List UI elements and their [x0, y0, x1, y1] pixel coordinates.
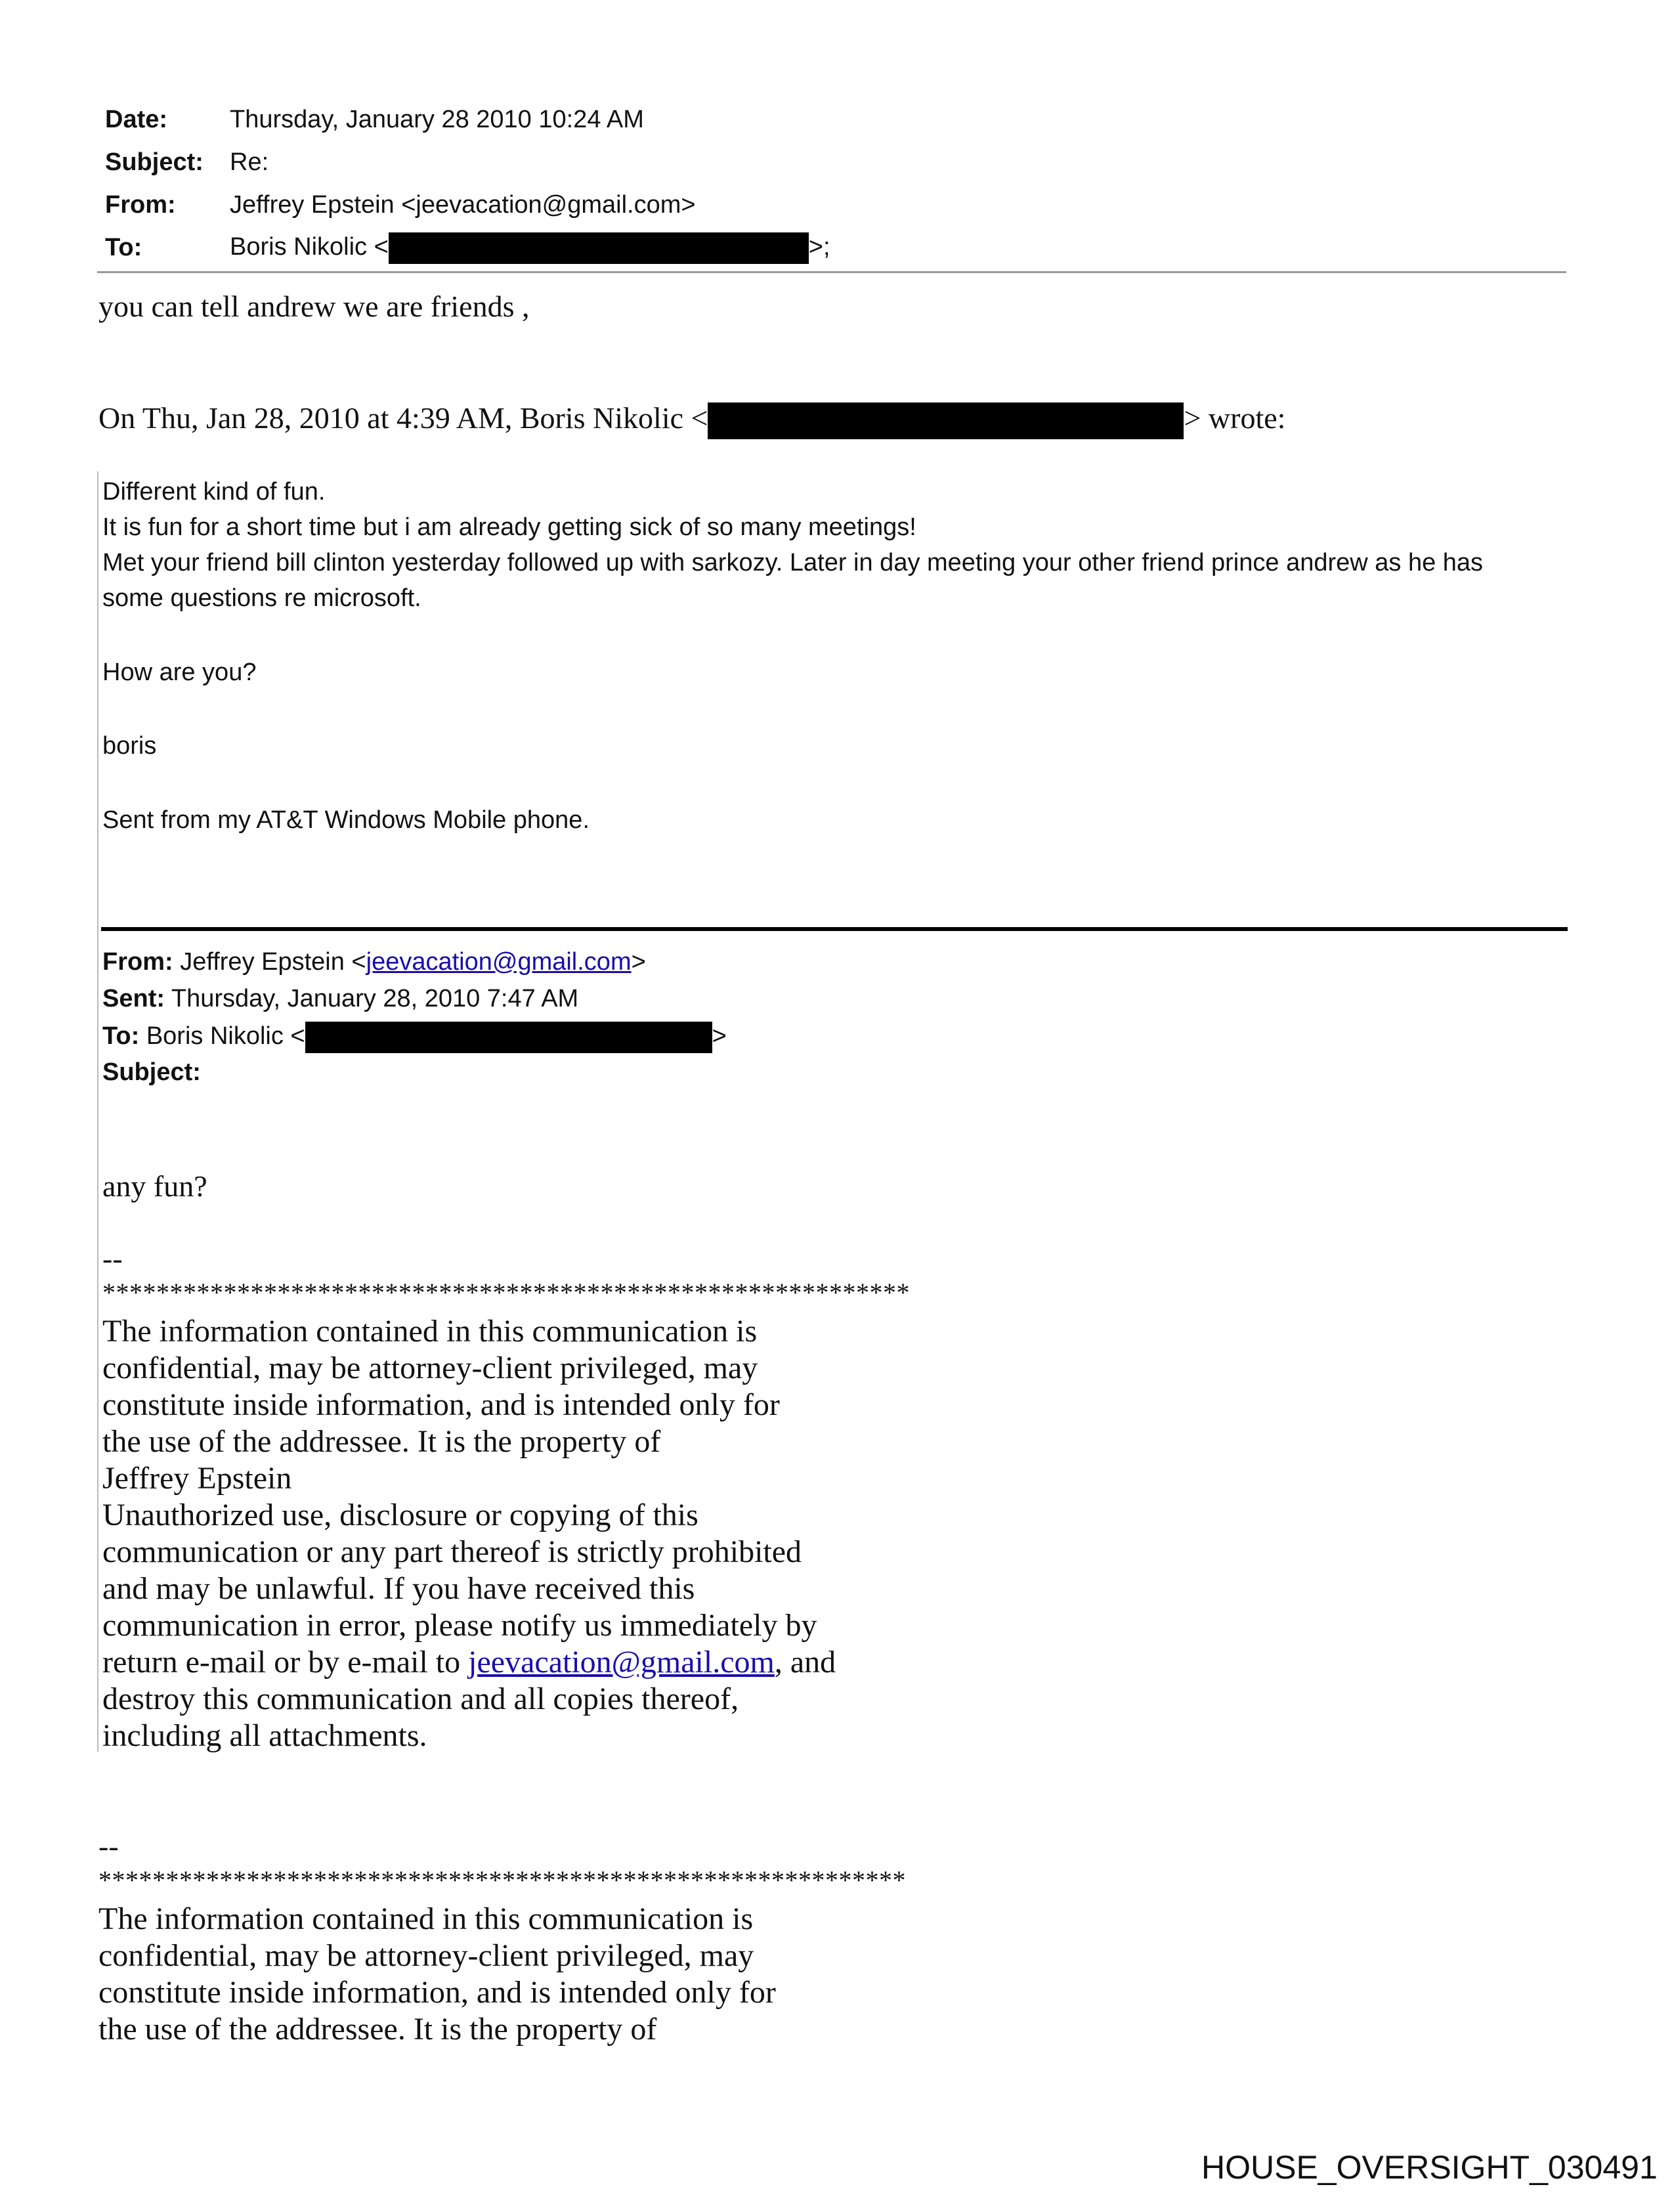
confidentiality-disclaimer	[102, 1313, 836, 1754]
to-label: To:	[105, 234, 142, 261]
original-from-close: >	[631, 948, 646, 976]
header-subject-row	[105, 141, 1569, 184]
signature-dash: --	[98, 1829, 119, 1863]
quoted-line: some questions re microsoft.	[102, 584, 421, 612]
email-header	[105, 98, 1569, 269]
date-label: Date:	[105, 106, 168, 133]
original-from-row	[102, 948, 646, 976]
subject-label: Subject:	[105, 148, 204, 176]
signature-stars: ************************************************************	[102, 1278, 910, 1307]
to-name: Boris Nikolic <	[230, 232, 389, 261]
date-value: Thursday, January 28 2010 10:24 AM	[230, 106, 644, 133]
signature-dash: --	[102, 1242, 123, 1275]
to-suffix: >;	[808, 232, 830, 261]
bates-stamp: HOUSE_OVERSIGHT_030491	[1201, 2149, 1658, 2186]
original-subject-row	[102, 1058, 201, 1087]
reply-body: you can tell andrew we are friends ,	[98, 290, 530, 323]
from-label: From:	[105, 191, 176, 219]
header-divider	[97, 271, 1566, 273]
header-date-row	[105, 98, 1569, 141]
original-sent-row	[102, 985, 578, 1013]
quote-intro	[98, 401, 1285, 439]
quote-bar	[97, 471, 98, 1752]
redaction-box	[389, 232, 809, 264]
redaction-box	[708, 402, 1184, 439]
subject-value: Re:	[230, 148, 269, 176]
from-value: Jeffrey Epstein <jeevacation@gmail.com>	[230, 191, 696, 219]
header-to-row	[105, 227, 1569, 269]
quote-intro-prefix: On Thu, Jan 28, 2010 at 4:39 AM, Boris Nikolic <	[98, 401, 708, 435]
header-from-row	[105, 184, 1569, 227]
quoted-line: It is fun for a short time but i am already getting sick of so many meetings!	[102, 513, 916, 541]
original-from-label: From:	[102, 948, 173, 976]
quoted-line: How are you?	[102, 659, 257, 686]
to-value	[230, 232, 830, 264]
original-to-close: >	[712, 1022, 727, 1051]
disclaimer-email-link[interactable]: jeevacation@gmail.com	[468, 1645, 775, 1680]
original-to-value: Boris Nikolic <	[139, 1022, 305, 1051]
quote-intro-suffix: > wrote:	[1184, 401, 1286, 435]
original-body: any fun?	[102, 1169, 207, 1203]
disclaimer-text: The information contained in this communication is confidential, may be attorney-client privileged, may constitute inside information, and is intended only for the use of the addressee. It is the property of Jeffrey Epstein Unauthorized use, disclosure or copying of this communication or any part thereof is strictly prohibited and may be unlawful. If you have received this communication in error, please notify us immediately by return e-mail or by e-mail to	[102, 1314, 817, 1680]
quoted-line: Different kind of fun.	[102, 478, 326, 506]
original-subject-label: Subject:	[102, 1058, 201, 1086]
message-separator	[101, 927, 1568, 931]
quoted-line: boris	[102, 732, 157, 760]
original-sent-label: Sent:	[102, 985, 165, 1012]
confidentiality-disclaimer: The information contained in this communication is confidential, may be attorney-client privileged, may constitute inside information, and is intended only for the use of the addressee. It is the property of	[98, 1901, 776, 2047]
original-to-row	[102, 1022, 727, 1053]
quoted-line: Met your friend bill clinton yesterday followed up with sarkozy. Later in day meeting your other friend prince andrew as he has	[102, 549, 1484, 576]
quoted-line: Sent from my AT&T Windows Mobile phone.	[102, 806, 590, 834]
signature-stars: ************************************************************	[98, 1865, 906, 1895]
disclaimer-text: , and destroy this communication and all copies thereof, including all attachments.	[102, 1645, 836, 1753]
redaction-box	[305, 1022, 712, 1053]
original-sent-value: Thursday, January 28, 2010 7:47 AM	[165, 985, 579, 1012]
original-from-name: Jeffrey Epstein <	[173, 948, 366, 976]
original-from-email-link[interactable]: jeevacation@gmail.com	[366, 948, 632, 976]
original-to-label: To:	[102, 1022, 140, 1051]
